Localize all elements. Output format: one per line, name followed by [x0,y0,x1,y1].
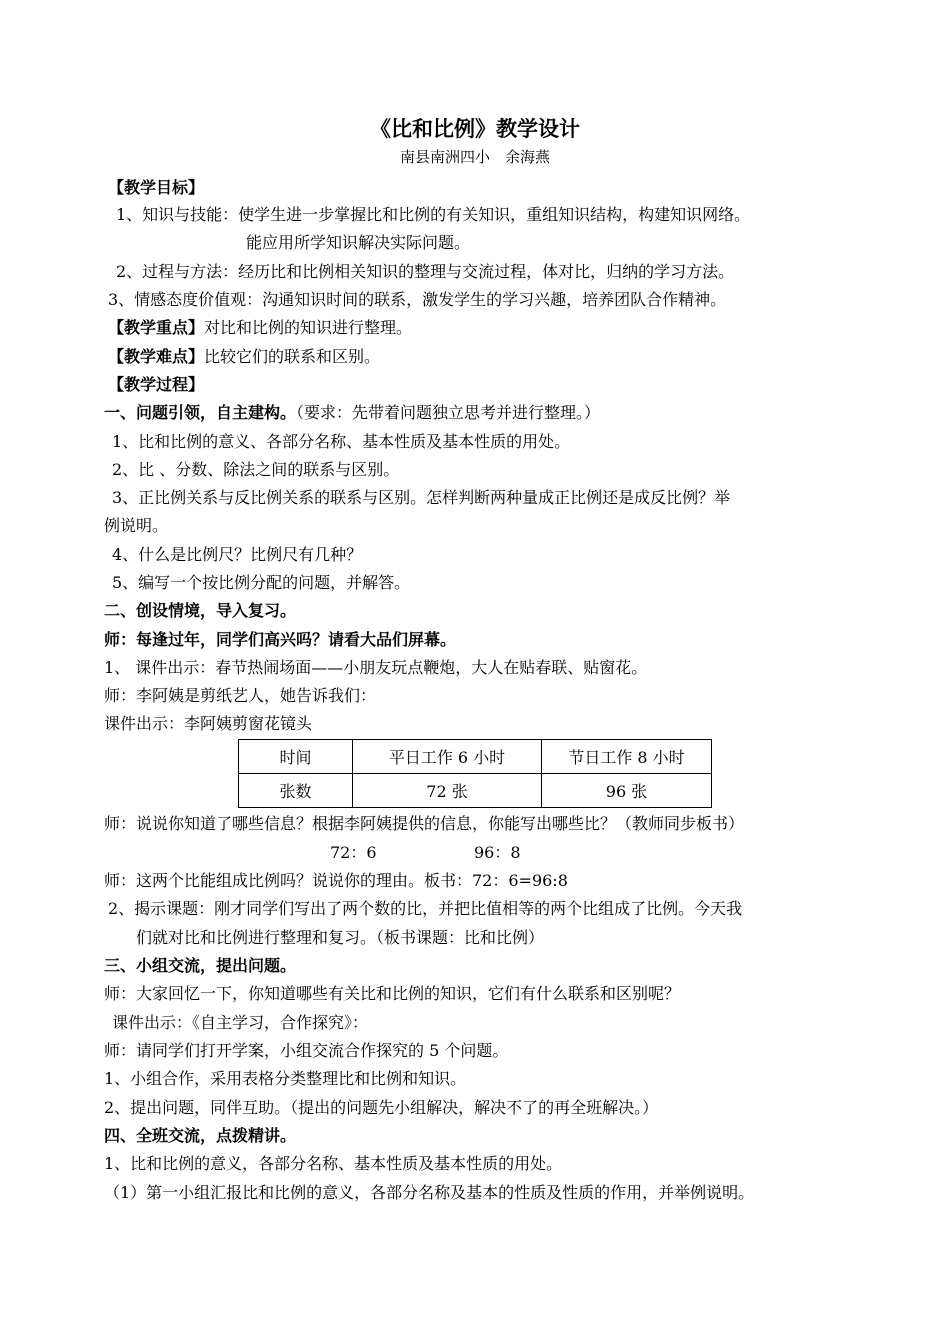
section-4-para-1: 1、比和比例的意义，各部分名称、基本性质及基本性质的用处。 [104,1154,563,1173]
section-2-teacher: 师：每逢过年，同学们高兴吗？请看大品们屏幕。 [104,630,457,649]
section-2-para-6: 2、揭示课题：刚才同学们写出了两个数的比，并把比值相等的两个比组成了比例。今天我 [108,899,743,918]
table-row [239,740,712,774]
ratio-2: 96：8 [474,843,521,862]
key-point-text: 对比和比例的知识进行整理。 [204,318,413,337]
section-3-para-4: 1、小组合作，采用表格分类整理比和比例和知识。 [104,1069,467,1088]
question-1: 1、比和比例的意义、各部分名称、基本性质及基本性质的用处。 [112,432,571,451]
goal-1: 1、知识与技能：使学生进一步掌握比和比例的有关知识，重组知识结构，构建知识网络。 [116,205,751,224]
table-cell: 72 张 [353,774,542,808]
question-5: 5、编写一个按比例分配的问题，并解答。 [112,573,411,592]
key-point-label: 【教学重点】 [108,318,205,337]
question-3-continued: 例说明。 [104,516,169,535]
document-title: 《比和比例》教学设计 [370,117,580,141]
section-1-note: （要求：先带着问题独立思考并进行整理。） [296,403,601,422]
table-cell: 平日工作 6 小时 [353,740,542,774]
section-3-para-3: 师：请同学们打开学案，小组交流合作探究的 5 个问题。 [104,1041,509,1060]
goal-3: 3、情感态度价值观：沟通知识时间的联系，激发学生的学习兴趣，培养团队合作精神。 [108,290,727,309]
section-4-heading: 四、全班交流，点拨精讲。 [104,1126,297,1145]
section-1-heading: 一、问题引领，自主建构。 [104,403,297,422]
question-4: 4、什么是比例尺？比例尺有几种？ [112,545,363,564]
section-3-heading: 三、小组交流，提出问题。 [104,956,297,975]
section-3-para-2: 课件出示：《自主学习，合作探究》： [112,1013,369,1032]
difficulty-line [108,345,380,369]
section-2-para-3: 课件出示：李阿姨剪窗花镜头 [104,714,313,733]
key-point-line [108,316,412,340]
difficulty-label: 【教学难点】 [108,347,205,366]
section-4-para-2: （1）第一小组汇报比和比例的意义，各部分名称及基本的性质及性质的作用，并举例说明。 [104,1183,755,1202]
section-2-heading: 二、创设情境，导入复习。 [104,601,297,620]
goal-1-continued: 能应用所学知识解决实际问题。 [246,233,471,252]
work-table [238,739,712,808]
section-2-para-4: 师：说说你知道了哪些信息？根据李阿姨提供的信息，你能写出哪些比？（教师同步板书） [104,814,745,833]
section-2-para-2: 师：李阿姨是剪纸艺人，她告诉我们： [104,686,377,705]
section-1-line [104,401,600,425]
difficulty-text: 比较它们的联系和区别。 [204,347,381,366]
question-3: 3、正比例关系与反比例关系的联系与区别。怎样判断两种量成正比例还是成反比例？举 [112,488,731,507]
section-3-para-5: 2、提出问题，同伴互助。（提出的问题先小组解决，解决不了的再全班解决。） [104,1098,659,1117]
goal-2: 2、过程与方法：经历比和比例相关知识的整理与交流过程，体对比，归纳的学习方法。 [116,262,735,281]
goals-heading: 【教学目标】 [108,178,205,197]
table-cell: 张数 [239,774,353,808]
table-cell: 时间 [239,740,353,774]
table-row [239,774,712,808]
section-2-para-1: 1、 课件出示：春节热闹场面——小朋友玩点鞭炮，大人在贴春联、贴窗花。 [104,658,648,677]
process-heading: 【教学过程】 [108,375,205,394]
table-cell: 96 张 [542,774,712,808]
section-2-para-6-continued: 们就对比和比例进行整理和复习。（板书课题：比和比例） [136,928,545,947]
section-3-para-1: 师：大家回忆一下，你知道哪些有关比和比例的知识，它们有什么联系和区别呢？ [104,984,681,1003]
section-2-para-5: 师：这两个比能组成比例吗？说说你的理由。板书：72：6=96:8 [104,871,568,890]
question-2: 2、比 、分数、除法之间的联系与区别。 [112,460,400,479]
ratio-1: 72：6 [330,843,377,862]
table-cell: 节日工作 8 小时 [542,740,712,774]
author-line: 南县南洲四小 余海燕 [399,148,550,166]
